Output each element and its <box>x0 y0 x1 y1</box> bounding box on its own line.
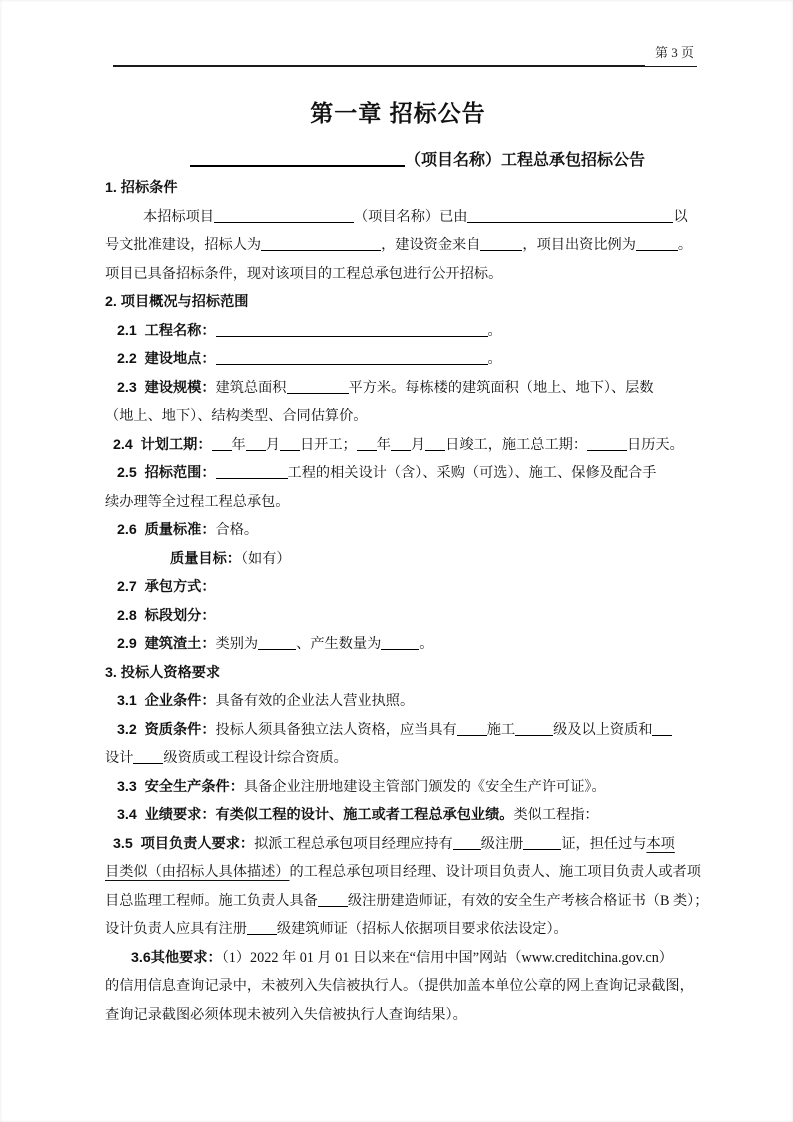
fill-in-blank <box>190 150 405 167</box>
item-3-4 <box>105 801 691 830</box>
text-segment: 。 <box>677 237 693 253</box>
item-2-4 <box>105 431 691 460</box>
text-segment: 3.5 项目负责人要求： <box>113 835 255 852</box>
fill-in-blank <box>381 636 419 650</box>
fill-in-blank <box>425 437 445 451</box>
text-segment: 本招标项目 <box>143 208 214 225</box>
text-segment: 2.5 招标范围： <box>117 465 216 481</box>
text-segment: 2.9 建筑渣土： <box>117 636 216 652</box>
tender-conditions-line-3 <box>105 260 691 289</box>
text-segment: 3. 投标人资格要求 <box>105 664 221 681</box>
text-segment: （项目名称）已由 <box>353 208 468 225</box>
item-3-6-cont-2 <box>105 1001 691 1030</box>
item-3-5-cont-1 <box>105 858 701 887</box>
text-segment: 本项 <box>646 835 675 852</box>
item-3-6-cont-1 <box>105 972 694 1001</box>
fill-in-blank <box>467 209 673 223</box>
fill-in-blank <box>453 836 481 850</box>
text-segment: 项目已具备招标条件，现对该项目的工程总承包进行公开招标。 <box>105 265 503 282</box>
header-rule <box>113 55 645 67</box>
text-segment: 具备企业注册地建设主管部门颁发的《安全生产许可证》。 <box>243 778 606 795</box>
text-segment: 。 <box>487 351 502 367</box>
text-segment: 年 <box>376 436 391 453</box>
document-body <box>105 148 709 1029</box>
text-segment: 3.1 企业条件： <box>117 693 216 709</box>
text-segment: 。 <box>487 322 502 339</box>
text-segment: 平方米。每栋楼的建筑面积（地上、地下）、层数 <box>348 379 654 396</box>
text-segment: 月 <box>265 436 280 453</box>
text-segment: （地上、地下）、结构类型、合同估算价。 <box>105 408 368 424</box>
item-2-5 <box>105 459 691 488</box>
text-segment: 级建筑师证（招标人依据项目要求依法设定）。 <box>276 921 568 937</box>
tender-conditions-line-1 <box>105 203 691 232</box>
fill-in-blank <box>515 722 553 736</box>
text-segment: 的工程总承包项目经理、设计项目负责人、施工项目负责人或者项 <box>289 864 701 880</box>
text-segment: 拟派工程总承包项目经理应持有 <box>254 835 453 852</box>
text-segment: 施工 <box>486 721 516 738</box>
item-2-3-cont <box>105 402 691 431</box>
fill-in-blank <box>261 237 381 251</box>
item-3-2 <box>105 716 691 745</box>
chapter-title: 第一章 招标公告 <box>310 100 486 126</box>
text-segment: 2.1 工程名称： <box>117 322 216 339</box>
text-segment: 级注册 <box>480 835 524 852</box>
item-2-8 <box>105 602 691 631</box>
text-segment: 投标人须具备独立法人资格，应当具有 <box>215 721 457 738</box>
section-3-heading <box>105 659 691 688</box>
text-segment: 工程的相关设计（含）、采购（可选）、施工、保修及配合手 <box>287 465 657 481</box>
text-segment: ，建设资金来自 <box>381 237 481 253</box>
text-segment: 。 <box>419 636 434 652</box>
fill-in-blank <box>587 437 627 451</box>
item-3-5-cont-2 <box>105 887 709 916</box>
fill-in-blank <box>216 351 488 365</box>
text-segment: 设计负责人应具有注册 <box>105 921 247 937</box>
text-segment: （如有） <box>240 550 291 567</box>
item-2-7 <box>105 573 691 602</box>
text-segment: 2.2 建设地点： <box>117 351 216 367</box>
text-segment: 续办理等全过程工程总承包。 <box>105 493 290 510</box>
text-segment: ，项目出资比例为 <box>522 237 636 253</box>
text-segment: 2.3 建设规模： <box>117 379 216 396</box>
fill-in-blank <box>246 437 266 451</box>
fill-in-blank <box>247 921 277 935</box>
text-segment: 日历天。 <box>627 436 684 453</box>
text-segment: 2. 项目概况与招标范围 <box>105 294 249 310</box>
section-1-heading <box>105 174 691 203</box>
fill-in-blank <box>214 209 354 223</box>
text-segment: 的信用信息查询记录中，未被列入失信被执行人。（提供加盖本单位公章的网上查询记录截图， <box>105 978 694 994</box>
tender-conditions-line-2 <box>105 231 691 260</box>
text-segment: 日竣工，施工总工期： <box>445 436 588 453</box>
text-segment: 日开工； <box>299 436 357 453</box>
text-segment: 查询记录截图必须体现未被列入失信被执行人查询结果）。 <box>105 1006 467 1023</box>
page-header <box>113 44 697 67</box>
text-segment: 月 <box>410 436 426 453</box>
text-segment: 建筑总面积 <box>215 379 287 396</box>
item-3-6 <box>105 944 691 973</box>
fill-in-blank <box>280 437 300 451</box>
text-segment: 3.4 业绩要求：有类似工程的设计、施工或者工程总承包业绩。 <box>117 807 514 823</box>
item-2-9 <box>105 630 691 659</box>
text-segment: 级及以上资质和 <box>553 721 653 738</box>
fill-in-blank <box>287 380 349 394</box>
fill-in-blank <box>258 636 296 650</box>
text-segment: 号文批准建设，招标人为 <box>105 237 262 253</box>
text-segment: （1）2022 年 01 月 01 日以来在“信用中国”网站（www.creditchina.gov.cn） <box>221 949 673 966</box>
document-content <box>105 96 709 1029</box>
fill-in-blank <box>480 237 522 251</box>
text-segment: 3.2 资质条件： <box>117 721 216 738</box>
item-2-2 <box>105 345 691 374</box>
text-segment: 以 <box>673 208 688 225</box>
text-segment: 目类似（由招标人具体描述） <box>105 864 290 880</box>
item-3-2-cont <box>105 744 691 773</box>
text-segment: 具备有效的企业法人营业执照。 <box>215 693 415 709</box>
page-number: 第 3 页 <box>645 44 697 67</box>
fill-in-blank <box>391 437 411 451</box>
section-2-heading <box>105 288 691 317</box>
item-3-5-cont-3 <box>105 915 691 944</box>
item-2-6 <box>105 516 691 545</box>
text-segment: 级注册建造师证，有效的安全生产考核合格证书（B 类）； <box>347 892 709 909</box>
text-segment: （项目名称）工程总承包招标公告 <box>405 152 646 169</box>
fill-in-blank <box>636 237 678 251</box>
item-2-3 <box>105 374 691 403</box>
text-segment: 类似工程指： <box>513 807 599 823</box>
text-segment: 2.7 承包方式： <box>117 579 216 595</box>
fill-in-blank <box>457 722 487 736</box>
text-segment: 目总监理工程师。施工负责人具备 <box>105 892 318 909</box>
fill-in-blank <box>523 836 561 850</box>
fill-in-blank <box>652 722 672 736</box>
text-segment: 年 <box>231 436 246 453</box>
text-segment: 3.6其他要求： <box>131 949 222 966</box>
item-2-1 <box>105 317 691 346</box>
text-segment: 、产生数量为 <box>296 636 382 652</box>
fill-in-blank <box>133 750 163 764</box>
text-segment: 合格。 <box>215 522 259 538</box>
text-segment: 2.8 标段划分： <box>117 607 216 624</box>
text-segment: 设计 <box>105 750 134 766</box>
item-3-5 <box>105 830 691 859</box>
item-3-3 <box>105 773 691 802</box>
text-segment: 3.3 安全生产条件： <box>117 778 244 795</box>
item-2-6-quality-goal <box>105 545 691 574</box>
text-segment: 证，担任过与 <box>561 835 647 852</box>
item-3-1 <box>105 687 691 716</box>
item-2-5-cont <box>105 488 691 517</box>
text-segment: 1. 招标条件 <box>105 180 178 196</box>
text-segment: 2.4 计划工期： <box>113 436 212 453</box>
fill-in-blank <box>212 437 232 451</box>
fill-in-blank <box>318 893 348 907</box>
text-segment: 2.6 质量标准： <box>117 522 216 538</box>
fill-in-blank <box>216 465 288 479</box>
text-segment: 类别为 <box>215 636 259 652</box>
text-segment: 级资质或工程设计综合资质。 <box>163 750 348 766</box>
fill-in-blank <box>216 323 488 337</box>
text-segment: 质量目标： <box>170 550 241 567</box>
fill-in-blank <box>357 437 377 451</box>
subtitle <box>105 148 691 174</box>
